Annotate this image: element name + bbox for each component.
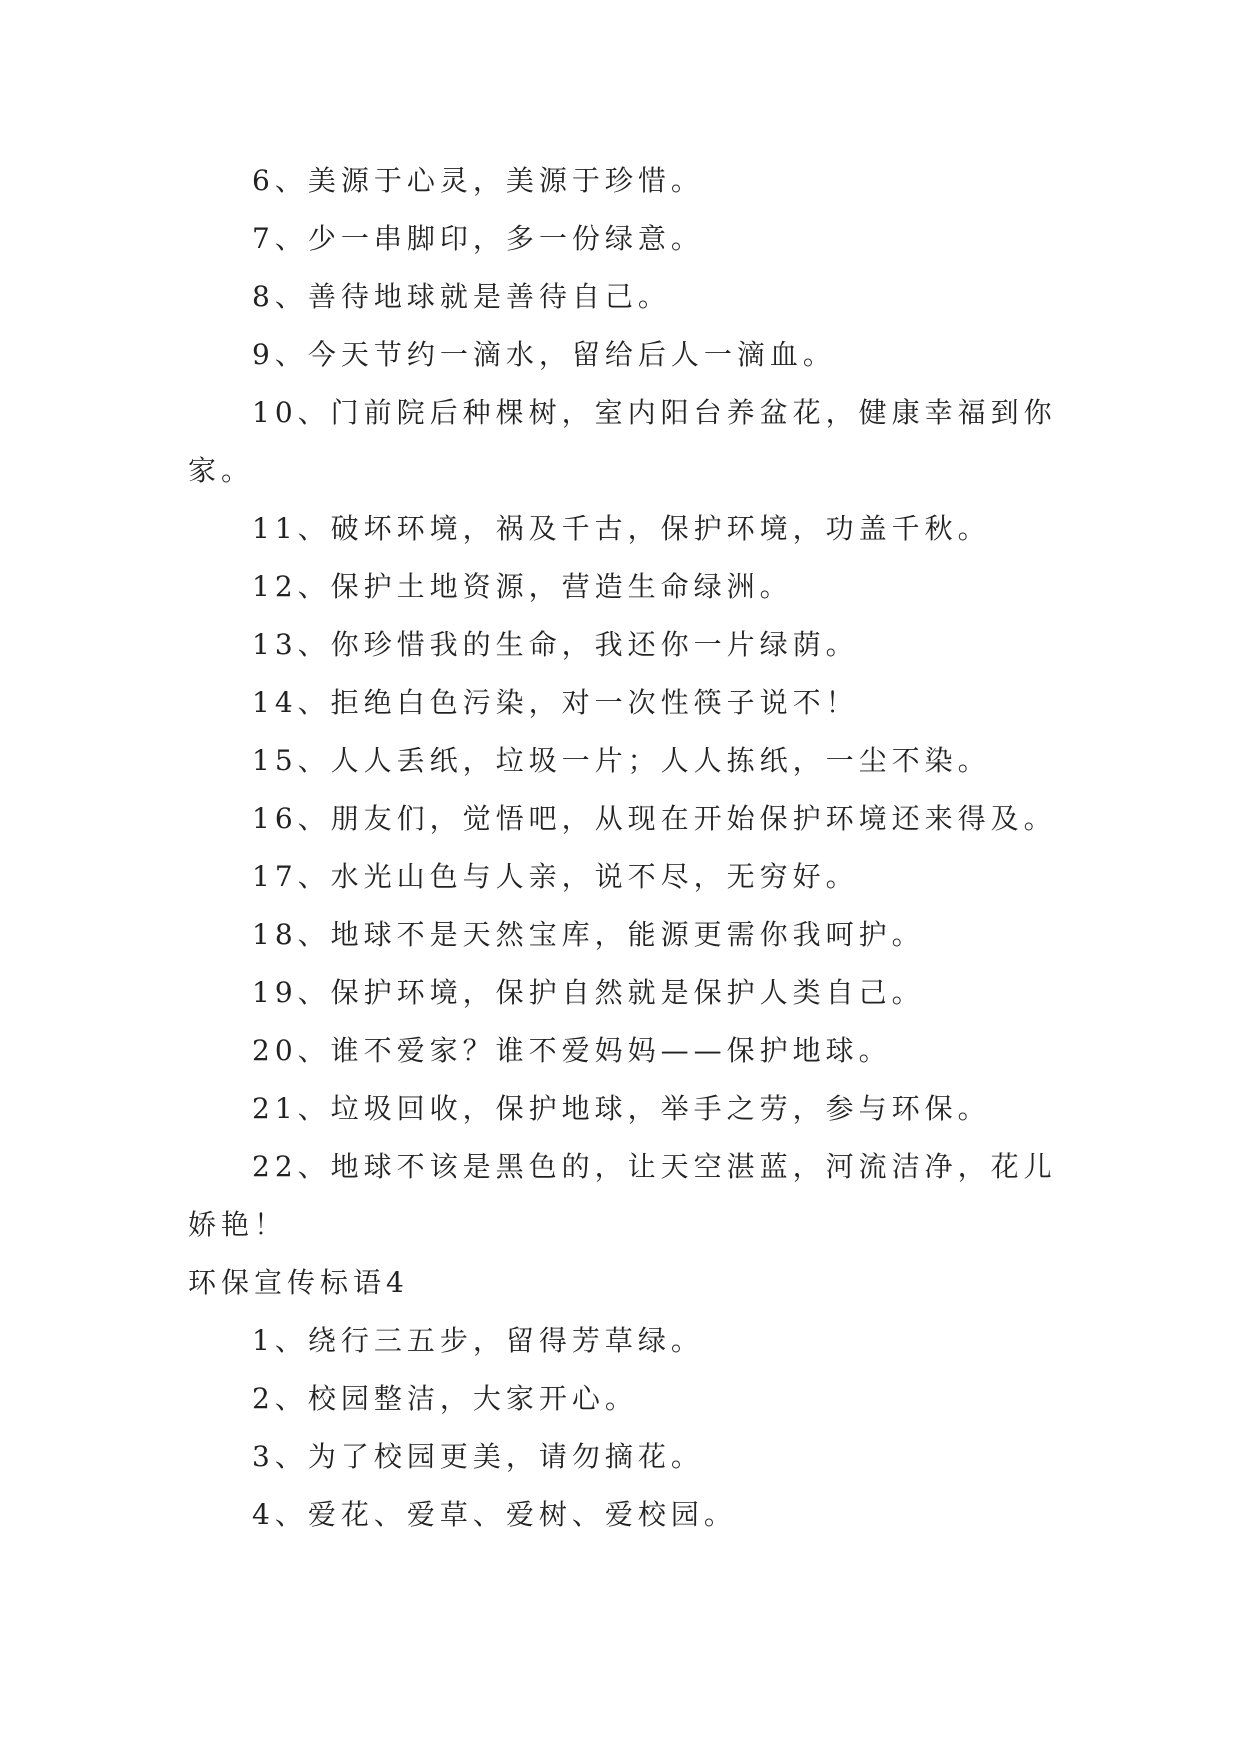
section-heading: 环保宣传标语4 bbox=[188, 1266, 409, 1299]
slogan-7: 7、少一串脚印，多一份绿意。 bbox=[252, 222, 704, 255]
slogan-10: 10、门前院后种棵树，室内阳台养盆花，健康幸福到你家。 bbox=[188, 396, 1057, 487]
slogan-18: 18、地球不是天然宝库，能源更需你我呵护。 bbox=[252, 918, 925, 951]
slogan-17: 17、水光山色与人亲，说不尽，无穷好。 bbox=[252, 860, 859, 893]
slogan-1: 1、绕行三五步，留得芳草绿。 bbox=[252, 1324, 704, 1357]
slogan-6: 6、美源于心灵，美源于珍惜。 bbox=[252, 164, 704, 197]
slogan-3: 3、为了校园更美，请勿摘花。 bbox=[252, 1440, 704, 1473]
slogan-14: 14、拒绝白色污染，对一次性筷子说不！ bbox=[252, 686, 859, 719]
slogan-4: 4、爱花、爱草、爱树、爱校园。 bbox=[252, 1498, 737, 1531]
slogan-22: 22、地球不该是黑色的，让天空湛蓝，河流洁净，花儿娇艳！ bbox=[188, 1150, 1057, 1241]
slogan-16: 16、朋友们，觉悟吧，从现在开始保护环境还来得及。 bbox=[252, 802, 1057, 835]
slogan-21: 21、垃圾回收，保护地球，举手之劳，参与环保。 bbox=[252, 1092, 991, 1125]
slogan-15: 15、人人丢纸，垃圾一片；人人拣纸，一尘不染。 bbox=[252, 744, 991, 777]
document-body bbox=[188, 152, 1068, 1544]
slogan-9: 9、今天节约一滴水，留给后人一滴血。 bbox=[252, 338, 836, 371]
slogan-12: 12、保护土地资源，营造生命绿洲。 bbox=[252, 570, 793, 603]
slogan-11: 11、破坏环境，祸及千古，保护环境，功盖千秋。 bbox=[252, 512, 991, 545]
slogan-19: 19、保护环境，保护自然就是保护人类自己。 bbox=[252, 976, 925, 1009]
slogan-13: 13、你珍惜我的生命，我还你一片绿荫。 bbox=[252, 628, 859, 661]
slogan-8: 8、善待地球就是善待自己。 bbox=[252, 280, 671, 313]
slogan-2: 2、校园整洁，大家开心。 bbox=[252, 1382, 638, 1415]
slogan-20: 20、谁不爱家？谁不爱妈妈——保护地球。 bbox=[252, 1034, 892, 1067]
